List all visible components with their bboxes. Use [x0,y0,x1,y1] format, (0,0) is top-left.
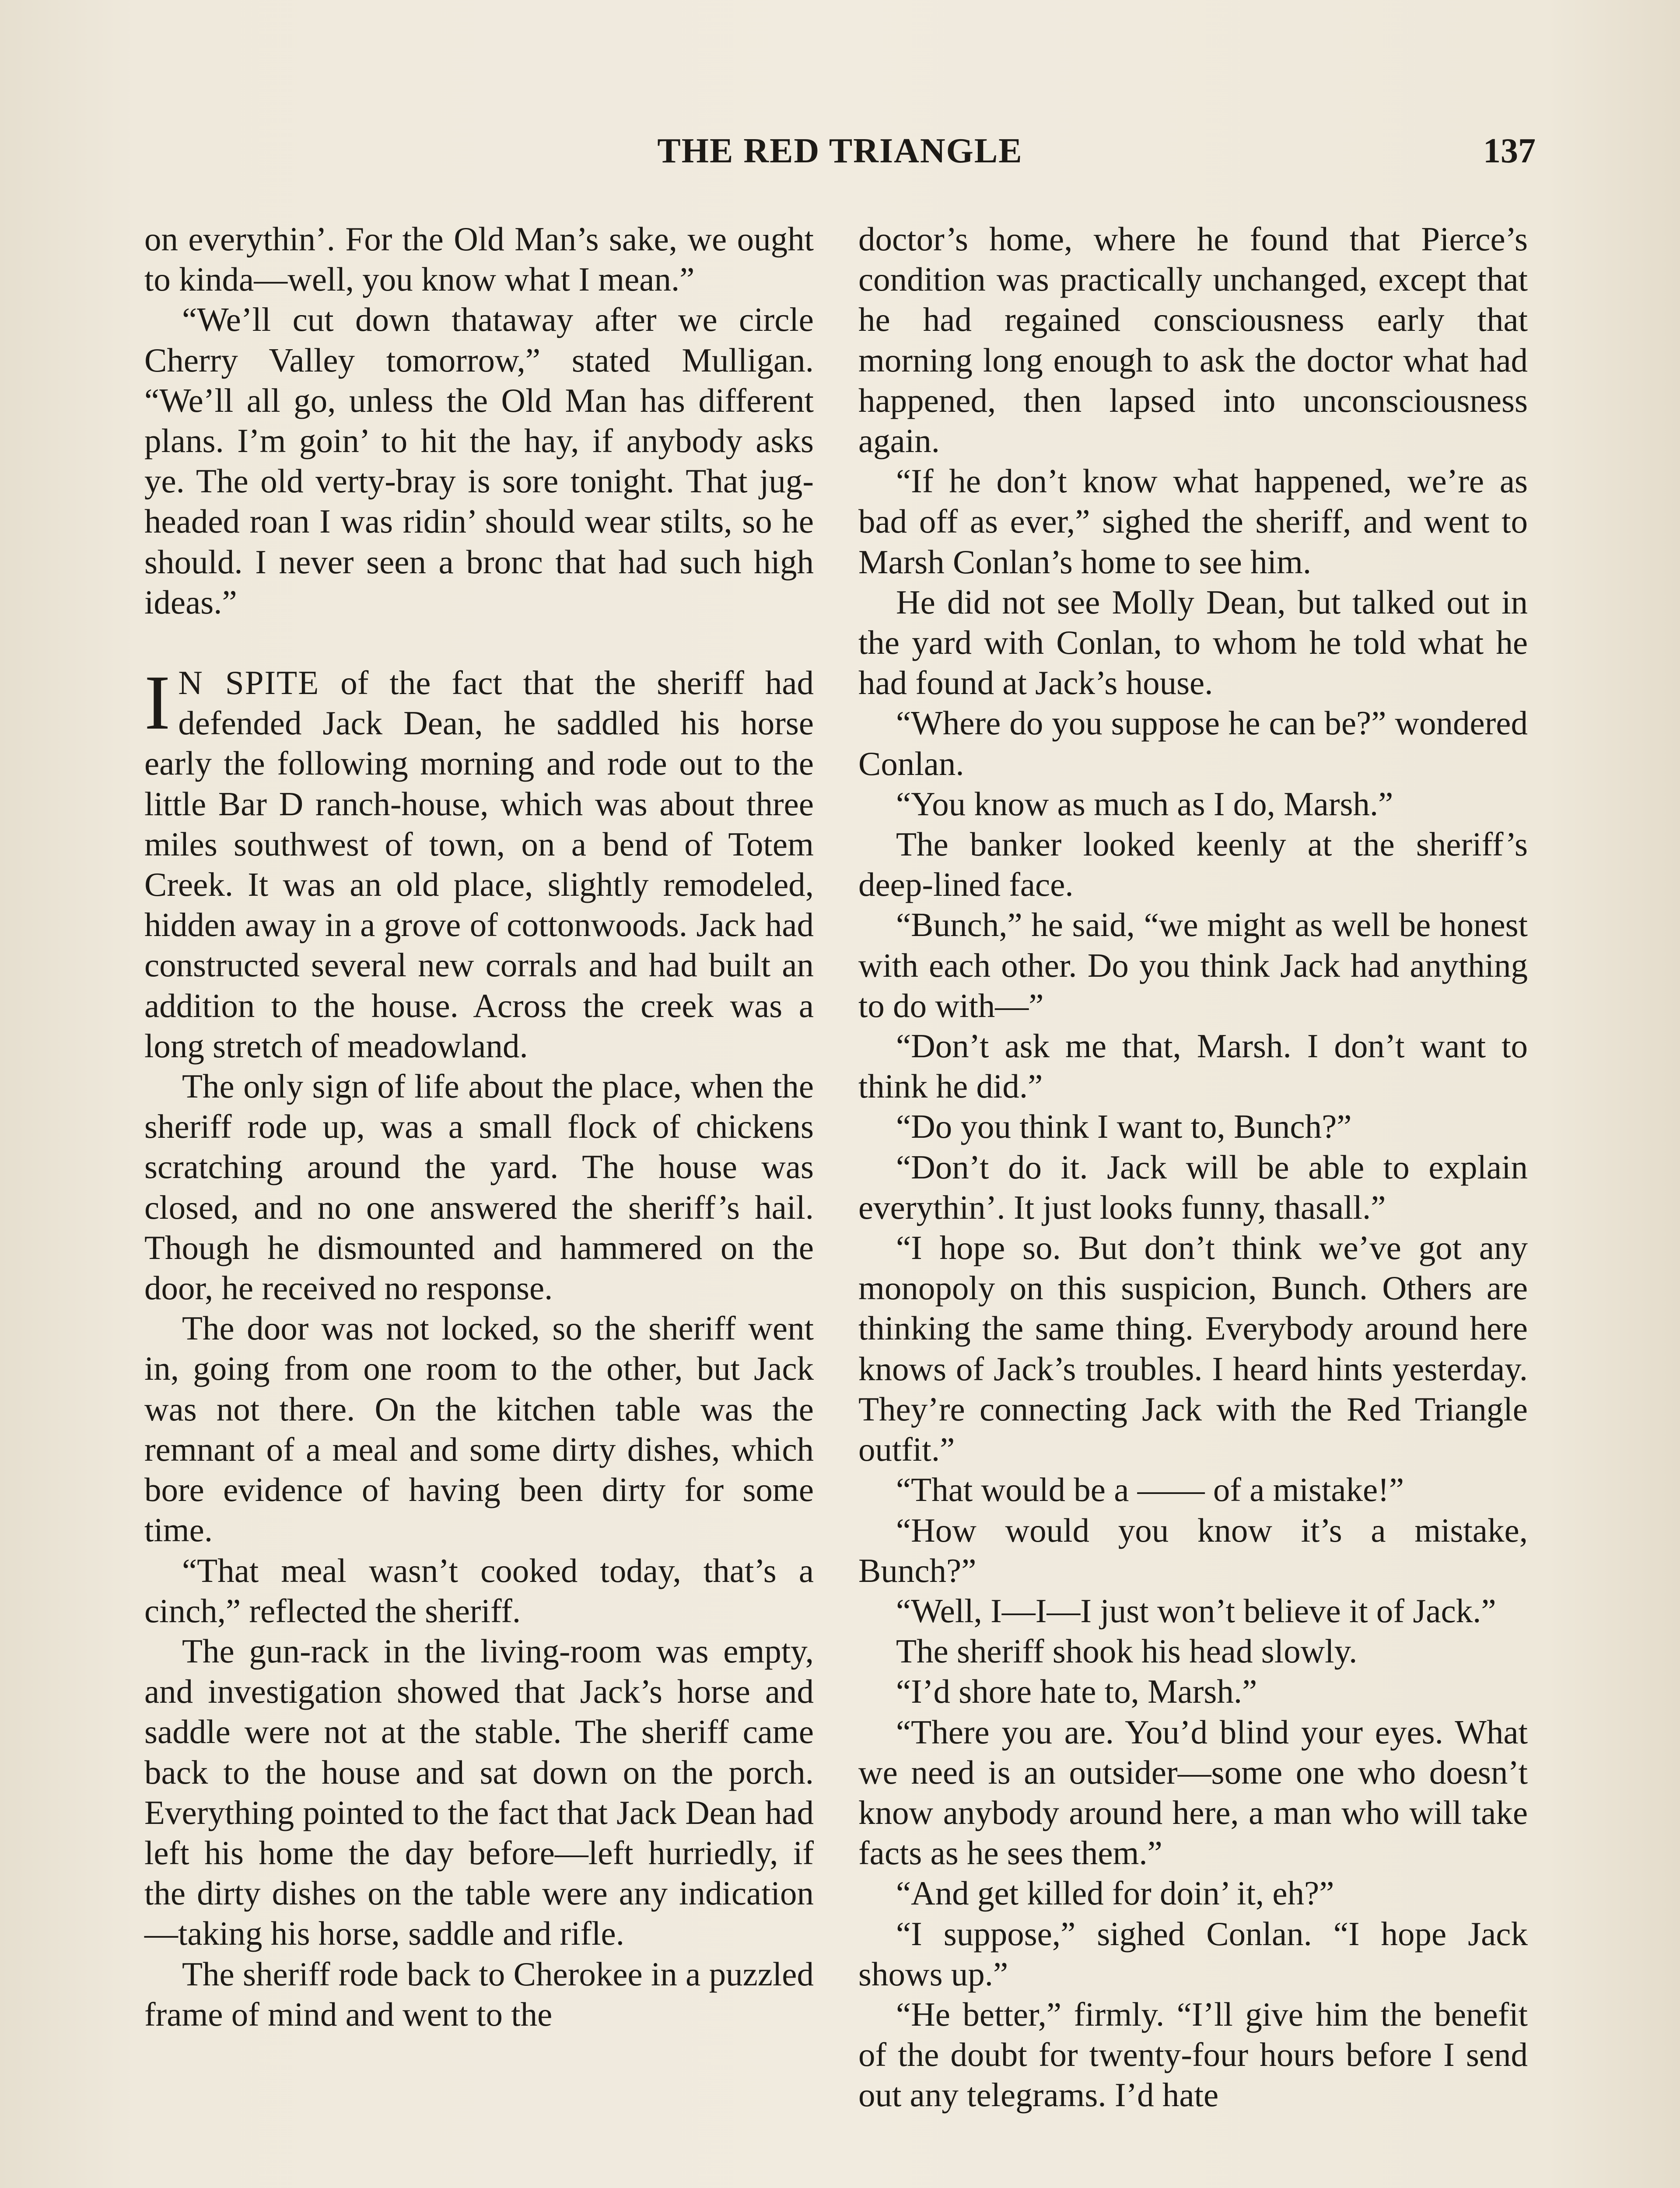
paragraph: “How would you know it’s a mistake, Bunch?” [858,1511,1528,1589]
paragraph: “You know as much as I do, Marsh.” [896,785,1393,823]
paragraph-text: of the fact that the sheriff had defended Jack Dean, he saddled his horse early the following morning and rode out to the little Bar D ranch-house, which was about three miles southwest of town, on a bend of Totem Creek. It was an old place, slightly remodeled, hidden away in a grove of cottonwoods. Jack had constructed several new corrals and had built an addition to the house. Across the creek was a long stretch of meadowland. [144,664,814,1065]
paragraph: The gun-rack in the living-room was empty, and investigation showed that Jack’s horse and saddle were not at the stable. The sheriff came back to the house and sat down on the porch. Everything pointed to the fact that Jack Dean had left his home the day before—left hurriedly, if the dirty dishes on the table were any indication—taking his horse, saddle and rifle. [144,1632,814,1953]
page-number: 137 [1483,132,1536,170]
paragraph: The sheriff rode back to Cherokee in a puzzled frame of mind and went to the [144,1955,814,2033]
left-column [144,219,814,2034]
paragraph: “We’ll cut down thataway after we circle Cherry Valley tomorrow,” stated Mulligan. “We’ll all go, unless the Old Man has different plans. I’m goin’ to hit the hay, if anybody asks ye. The old verty-bray is sore tonight. That jug-headed roan I was ridin’ should wear stilts, so he should. I never seen a bronc that had such high ideas.” [144,301,814,621]
paragraph: “Don’t ask me that, Marsh. I don’t want to think he did.” [858,1027,1528,1105]
right-column [858,219,1528,2115]
paragraph: “He better,” firmly. “I’ll give him the benefit of the doubt for twenty-four hours before I send out any telegrams. I’d hate [858,1995,1528,2114]
running-title: THE RED TRIANGLE [657,132,1023,170]
paragraph: “Bunch,” he said, “we might as well be honest with each other. Do you think Jack had anything to do with—” [858,906,1528,1024]
paragraph: “Well, I—I—I just won’t believe it of Jack.” [896,1592,1496,1630]
paragraph: “There you are. You’d blind your eyes. What we need is an outsider—some one who doesn’t know anybody around here, a man who will take facts as he sees them.” [858,1713,1528,1872]
page-header [144,127,1536,179]
paragraph: on everythin’. For the Old Man’s sake, we ought to kinda—well, you know what I mean.” [144,220,814,298]
paragraph: The door was not locked, so the sheriff went in, going from one room to the other, but Jack was not there. On the kitchen table was the remnant of a meal and some dirty dishes, which bore evidence of having been dirty for some time. [144,1309,814,1549]
paragraph: “I suppose,” sighed Conlan. “I hope Jack shows up.” [858,1914,1528,1993]
paragraph: doctor’s home, where he found that Pierce’s condition was practically unchanged, except that he had regained consciousness early that morning long enough to ask the doctor what had happened, then lapsed into unconsciousness again. [858,220,1528,460]
paragraph: The banker looked keenly at the sheriff’s deep-lined face. [858,825,1528,904]
paragraph: He did not see Molly Dean, but talked out in the yard with Conlan, to whom he told what he had found at Jack’s house. [858,583,1528,702]
paragraph: “If he don’t know what happened, we’re as bad off as ever,” sighed the sheriff, and went to Marsh Conlan’s home to see him. [858,462,1528,581]
paragraph: “Do you think I want to, Bunch?” [896,1108,1352,1146]
paragraph: “That would be a —— of a mistake!” [896,1471,1404,1509]
drop-cap: I [144,659,171,746]
paragraph: The sheriff shook his head slowly. [896,1632,1358,1670]
paragraph: “I’d shore hate to, Marsh.” [896,1673,1257,1711]
small-caps-lead: N SPITE [178,664,320,702]
paragraph: The only sign of life about the place, when the sheriff rode up, was a small flock of chickens scratching around the yard. The house was closed, and no one answered the sheriff’s hail. Though he dismounted and hammered on the door, he received no response. [144,1067,814,1307]
paragraph: “Where do you suppose he can be?” wondered Conlan. [858,704,1528,782]
paragraph: “And get killed for doin’ it, eh?” [896,1874,1334,1912]
paragraph: “That meal wasn’t cooked today, that’s a cinch,” reflected the sheriff. [144,1551,814,1630]
section-start-paragraph [144,659,814,1066]
paragraph: “I hope so. But don’t think we’ve got any monopoly on this suspicion, Bunch. Others are thinking the same thing. Everybody around here knows of Jack’s troubles. I heard hints yesterday. They’re connecting Jack with the Red Triangle outfit.” [858,1229,1528,1469]
paragraph: “Don’t do it. Jack will be able to explain everythin’. It just looks funny, thasall.” [858,1148,1528,1226]
